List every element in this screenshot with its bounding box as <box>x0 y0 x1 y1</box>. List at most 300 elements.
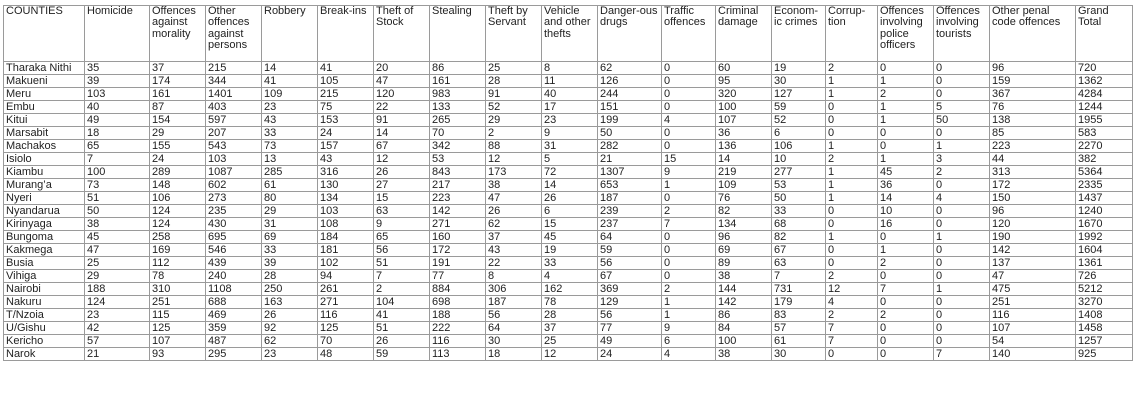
table-cell: 91 <box>486 88 542 101</box>
table-cell: 103 <box>85 88 150 101</box>
table-cell: 0 <box>934 218 990 231</box>
table-cell: 95 <box>716 75 772 88</box>
table-cell: 29 <box>85 270 150 283</box>
table-cell: 73 <box>262 140 318 153</box>
table-cell: 52 <box>486 101 542 114</box>
table-cell: 12 <box>374 153 430 166</box>
table-cell: 42 <box>85 322 150 335</box>
table-cell: 116 <box>990 309 1076 322</box>
column-header: Stealing <box>430 6 486 62</box>
table-cell: 100 <box>716 101 772 114</box>
table-cell: 59 <box>772 101 826 114</box>
county-name-cell: Nyandarua <box>4 205 85 218</box>
table-cell: 0 <box>934 88 990 101</box>
table-cell: 258 <box>150 231 206 244</box>
table-cell: 237 <box>598 218 662 231</box>
table-cell: 61 <box>262 179 318 192</box>
table-cell: 0 <box>934 257 990 270</box>
county-name-cell: Tharaka Nithi <box>4 62 85 75</box>
table-cell: 44 <box>990 153 1076 166</box>
table-cell: 1 <box>934 231 990 244</box>
table-cell: 244 <box>598 88 662 101</box>
table-cell: 30 <box>772 348 826 361</box>
table-cell: 250 <box>262 283 318 296</box>
table-cell: 109 <box>716 179 772 192</box>
table-cell: 5 <box>934 101 990 114</box>
table-cell: 222 <box>430 322 486 335</box>
table-cell: 187 <box>486 296 542 309</box>
table-cell: 1 <box>878 114 934 127</box>
table-cell: 41 <box>262 75 318 88</box>
table-cell: 78 <box>542 296 598 309</box>
table-cell: 21 <box>85 348 150 361</box>
table-cell: 102 <box>318 257 374 270</box>
table-cell: 3270 <box>1076 296 1133 309</box>
table-cell: 39 <box>85 75 150 88</box>
column-header: Danger-ous drugs <box>598 6 662 62</box>
table-cell: 56 <box>374 244 430 257</box>
table-cell: 7 <box>826 335 878 348</box>
table-cell: 1362 <box>1076 75 1133 88</box>
table-cell: 29 <box>150 127 206 140</box>
table-cell: 191 <box>430 257 486 270</box>
table-cell: 0 <box>826 257 878 270</box>
column-header: Break-ins <box>318 6 374 62</box>
table-cell: 85 <box>990 127 1076 140</box>
table-cell: 6 <box>662 335 716 348</box>
table-cell: 20 <box>374 62 430 75</box>
table-cell: 251 <box>150 296 206 309</box>
table-cell: 0 <box>662 231 716 244</box>
table-cell: 0 <box>878 296 934 309</box>
column-header: Homicide <box>85 6 150 62</box>
table-cell: 12 <box>826 283 878 296</box>
table-cell: 76 <box>716 192 772 205</box>
table-cell: 26 <box>262 309 318 322</box>
table-cell: 219 <box>716 166 772 179</box>
table-cell: 2 <box>878 257 934 270</box>
table-cell: 0 <box>826 205 878 218</box>
table-cell: 181 <box>318 244 374 257</box>
table-cell: 475 <box>990 283 1076 296</box>
table-cell: 142 <box>716 296 772 309</box>
table-cell: 215 <box>206 62 262 75</box>
table-row <box>4 218 1133 231</box>
table-cell: 439 <box>206 257 262 270</box>
table-cell: 2270 <box>1076 140 1133 153</box>
table-row <box>4 114 1133 127</box>
table-cell: 1 <box>826 179 878 192</box>
table-cell: 289 <box>150 166 206 179</box>
county-name-cell: Kakmega <box>4 244 85 257</box>
table-cell: 12 <box>542 348 598 361</box>
table-cell: 179 <box>772 296 826 309</box>
county-name-cell: U/Gishu <box>4 322 85 335</box>
table-cell: 18 <box>85 127 150 140</box>
table-cell: 0 <box>934 322 990 335</box>
table-cell: 107 <box>716 114 772 127</box>
table-cell: 1 <box>934 283 990 296</box>
county-name-cell: Kirinyaga <box>4 218 85 231</box>
table-cell: 14 <box>542 179 598 192</box>
table-cell: 1 <box>826 192 878 205</box>
table-cell: 134 <box>716 218 772 231</box>
table-cell: 124 <box>150 218 206 231</box>
table-cell: 8 <box>486 270 542 283</box>
table-cell: 9 <box>374 218 430 231</box>
table-cell: 103 <box>206 153 262 166</box>
column-header: Theft of Stock <box>374 6 430 62</box>
table-cell: 64 <box>598 231 662 244</box>
table-cell: 239 <box>598 205 662 218</box>
table-cell: 31 <box>542 140 598 153</box>
table-cell: 39 <box>262 257 318 270</box>
table-cell: 382 <box>1076 153 1133 166</box>
table-cell: 21 <box>598 153 662 166</box>
table-cell: 25 <box>542 335 598 348</box>
table-cell: 0 <box>934 179 990 192</box>
table-cell: 103 <box>318 205 374 218</box>
table-cell: 51 <box>85 192 150 205</box>
column-header: Offences involving police officers <box>878 6 934 62</box>
table-cell: 240 <box>206 270 262 283</box>
table-row <box>4 348 1133 361</box>
table-cell: 403 <box>206 101 262 114</box>
table-cell: 187 <box>598 192 662 205</box>
table-cell: 88 <box>486 140 542 153</box>
column-header: COUNTIES <box>4 6 85 62</box>
table-cell: 0 <box>934 62 990 75</box>
table-cell: 38 <box>716 348 772 361</box>
table-row <box>4 270 1133 283</box>
table-cell: 35 <box>85 62 150 75</box>
table-cell: 23 <box>85 309 150 322</box>
table-cell: 33 <box>262 127 318 140</box>
table-header-row <box>4 6 1133 62</box>
table-cell: 19 <box>542 244 598 257</box>
table-cell: 14 <box>262 62 318 75</box>
table-cell: 36 <box>878 179 934 192</box>
table-cell: 1992 <box>1076 231 1133 244</box>
table-cell: 359 <box>206 322 262 335</box>
table-cell: 150 <box>990 192 1076 205</box>
table-cell: 295 <box>206 348 262 361</box>
table-cell: 0 <box>662 192 716 205</box>
table-cell: 8 <box>542 62 598 75</box>
table-cell: 155 <box>150 140 206 153</box>
table-cell: 54 <box>990 335 1076 348</box>
table-cell: 26 <box>542 192 598 205</box>
table-cell: 277 <box>772 166 826 179</box>
county-name-cell: Embu <box>4 101 85 114</box>
table-cell: 9 <box>662 322 716 335</box>
table-cell: 0 <box>934 127 990 140</box>
table-cell: 120 <box>990 218 1076 231</box>
table-cell: 63 <box>374 205 430 218</box>
table-cell: 31 <box>262 218 318 231</box>
table-cell: 126 <box>598 75 662 88</box>
table-row <box>4 101 1133 114</box>
table-cell: 0 <box>878 140 934 153</box>
table-cell: 184 <box>318 231 374 244</box>
table-cell: 1 <box>878 101 934 114</box>
table-cell: 83 <box>772 309 826 322</box>
table-cell: 51 <box>374 322 430 335</box>
table-cell: 50 <box>772 192 826 205</box>
table-cell: 7 <box>662 218 716 231</box>
table-cell: 597 <box>206 114 262 127</box>
table-cell: 1 <box>826 88 878 101</box>
table-cell: 125 <box>318 322 374 335</box>
table-cell: 107 <box>150 335 206 348</box>
table-cell: 1240 <box>1076 205 1133 218</box>
table-cell: 19 <box>772 62 826 75</box>
table-cell: 10 <box>772 153 826 166</box>
table-cell: 695 <box>206 231 262 244</box>
table-cell: 84 <box>716 322 772 335</box>
table-cell: 4 <box>826 296 878 309</box>
table-cell: 313 <box>990 166 1076 179</box>
table-cell: 65 <box>374 231 430 244</box>
table-cell: 29 <box>262 205 318 218</box>
table-cell: 153 <box>318 114 374 127</box>
table-row <box>4 75 1133 88</box>
county-name-cell: Kiambu <box>4 166 85 179</box>
table-cell: 37 <box>486 231 542 244</box>
table-cell: 0 <box>662 101 716 114</box>
table-cell: 0 <box>662 257 716 270</box>
table-row <box>4 205 1133 218</box>
table-cell: 13 <box>262 153 318 166</box>
table-cell: 69 <box>262 231 318 244</box>
table-cell: 1 <box>934 140 990 153</box>
table-cell: 48 <box>318 348 374 361</box>
table-cell: 0 <box>934 75 990 88</box>
table-cell: 23 <box>262 101 318 114</box>
table-cell: 0 <box>934 309 990 322</box>
table-cell: 174 <box>150 75 206 88</box>
table-cell: 45 <box>878 166 934 179</box>
table-cell: 47 <box>486 192 542 205</box>
table-cell: 25 <box>85 257 150 270</box>
table-cell: 67 <box>772 244 826 257</box>
table-cell: 140 <box>990 348 1076 361</box>
table-cell: 120 <box>374 88 430 101</box>
table-body <box>4 62 1133 361</box>
table-cell: 22 <box>374 101 430 114</box>
table-cell: 27 <box>374 179 430 192</box>
table-row <box>4 283 1133 296</box>
table-cell: 5 <box>542 153 598 166</box>
table-cell: 10 <box>878 205 934 218</box>
table-cell: 726 <box>1076 270 1133 283</box>
table-cell: 65 <box>85 140 150 153</box>
table-cell: 430 <box>206 218 262 231</box>
column-header: Offences against morality <box>150 6 206 62</box>
table-cell: 1408 <box>1076 309 1133 322</box>
table-cell: 1244 <box>1076 101 1133 114</box>
table-cell: 0 <box>662 140 716 153</box>
table-row <box>4 153 1133 166</box>
table-cell: 469 <box>206 309 262 322</box>
table-cell: 157 <box>318 140 374 153</box>
county-crime-table <box>3 5 1133 361</box>
table-cell: 0 <box>934 296 990 309</box>
table-cell: 0 <box>878 270 934 283</box>
table-cell: 38 <box>85 218 150 231</box>
table-cell: 1604 <box>1076 244 1133 257</box>
table-cell: 14 <box>878 192 934 205</box>
table-cell: 106 <box>772 140 826 153</box>
table-cell: 983 <box>430 88 486 101</box>
table-cell: 261 <box>318 283 374 296</box>
county-name-cell: Meru <box>4 88 85 101</box>
table-cell: 43 <box>262 114 318 127</box>
table-cell: 43 <box>318 153 374 166</box>
table-cell: 52 <box>772 114 826 127</box>
table-cell: 306 <box>486 283 542 296</box>
table-cell: 9 <box>662 166 716 179</box>
table-cell: 69 <box>716 244 772 257</box>
table-cell: 223 <box>990 140 1076 153</box>
table-cell: 2 <box>826 153 878 166</box>
table-cell: 12 <box>486 153 542 166</box>
table-cell: 2 <box>826 309 878 322</box>
table-cell: 57 <box>772 322 826 335</box>
table-cell: 1 <box>826 140 878 153</box>
table-cell: 223 <box>430 192 486 205</box>
table-cell: 41 <box>374 309 430 322</box>
table-cell: 92 <box>262 322 318 335</box>
table-cell: 116 <box>318 309 374 322</box>
column-header: Other penal code offences <box>990 6 1076 62</box>
table-cell: 653 <box>598 179 662 192</box>
crime-table-container <box>3 5 1133 361</box>
table-cell: 0 <box>878 348 934 361</box>
table-cell: 78 <box>150 270 206 283</box>
table-cell: 273 <box>206 192 262 205</box>
table-cell: 142 <box>430 205 486 218</box>
table-row <box>4 88 1133 101</box>
table-cell: 28 <box>486 75 542 88</box>
county-name-cell: Nakuru <box>4 296 85 309</box>
table-cell: 67 <box>598 270 662 283</box>
table-cell: 50 <box>598 127 662 140</box>
table-cell: 26 <box>486 205 542 218</box>
table-cell: 5212 <box>1076 283 1133 296</box>
table-cell: 215 <box>318 88 374 101</box>
table-cell: 61 <box>772 335 826 348</box>
column-header: Offences involving tourists <box>934 6 990 62</box>
table-cell: 77 <box>430 270 486 283</box>
table-cell: 0 <box>878 62 934 75</box>
table-cell: 543 <box>206 140 262 153</box>
table-cell: 0 <box>826 101 878 114</box>
table-cell: 50 <box>934 114 990 127</box>
table-cell: 109 <box>262 88 318 101</box>
table-cell: 62 <box>262 335 318 348</box>
table-cell: 1361 <box>1076 257 1133 270</box>
table-cell: 53 <box>772 179 826 192</box>
county-name-cell: Busia <box>4 257 85 270</box>
table-cell: 1401 <box>206 88 262 101</box>
table-cell: 25 <box>486 62 542 75</box>
table-cell: 137 <box>990 257 1076 270</box>
table-cell: 56 <box>598 257 662 270</box>
table-cell: 144 <box>716 283 772 296</box>
column-header: Corrup-tion <box>826 6 878 62</box>
table-cell: 94 <box>318 270 374 283</box>
table-row <box>4 231 1133 244</box>
table-cell: 49 <box>598 335 662 348</box>
table-cell: 2 <box>934 166 990 179</box>
table-cell: 1 <box>878 75 934 88</box>
table-row <box>4 179 1133 192</box>
table-cell: 30 <box>486 335 542 348</box>
table-cell: 344 <box>206 75 262 88</box>
table-cell: 86 <box>430 62 486 75</box>
table-cell: 56 <box>598 309 662 322</box>
table-cell: 3 <box>934 153 990 166</box>
table-row <box>4 166 1133 179</box>
table-cell: 160 <box>430 231 486 244</box>
table-cell: 0 <box>878 127 934 140</box>
table-cell: 271 <box>430 218 486 231</box>
table-cell: 108 <box>318 218 374 231</box>
table-cell: 33 <box>542 257 598 270</box>
table-cell: 688 <box>206 296 262 309</box>
table-cell: 0 <box>934 244 990 257</box>
table-cell: 26 <box>374 335 430 348</box>
table-cell: 2 <box>662 205 716 218</box>
table-cell: 487 <box>206 335 262 348</box>
table-cell: 24 <box>318 127 374 140</box>
table-cell: 0 <box>934 205 990 218</box>
table-cell: 18 <box>486 348 542 361</box>
county-name-cell: Marsabit <box>4 127 85 140</box>
table-cell: 251 <box>990 296 1076 309</box>
table-cell: 45 <box>542 231 598 244</box>
table-cell: 583 <box>1076 127 1133 140</box>
table-cell: 0 <box>934 335 990 348</box>
table-cell: 96 <box>716 231 772 244</box>
table-cell: 129 <box>598 296 662 309</box>
table-cell: 124 <box>150 205 206 218</box>
column-header: Vehicle and other thefts <box>542 6 598 62</box>
table-cell: 367 <box>990 88 1076 101</box>
table-cell: 106 <box>150 192 206 205</box>
table-cell: 47 <box>990 270 1076 283</box>
table-cell: 38 <box>486 179 542 192</box>
table-cell: 91 <box>374 114 430 127</box>
table-cell: 23 <box>542 114 598 127</box>
table-cell: 282 <box>598 140 662 153</box>
table-cell: 63 <box>772 257 826 270</box>
table-cell: 217 <box>430 179 486 192</box>
table-cell: 37 <box>542 322 598 335</box>
table-cell: 2 <box>662 283 716 296</box>
table-cell: 2 <box>878 88 934 101</box>
table-cell: 56 <box>486 309 542 322</box>
table-cell: 1 <box>878 153 934 166</box>
table-cell: 73 <box>85 179 150 192</box>
table-cell: 138 <box>990 114 1076 127</box>
table-cell: 207 <box>206 127 262 140</box>
table-cell: 1 <box>826 166 878 179</box>
county-name-cell: Machakos <box>4 140 85 153</box>
table-cell: 130 <box>318 179 374 192</box>
column-header: Econom-ic crimes <box>772 6 826 62</box>
